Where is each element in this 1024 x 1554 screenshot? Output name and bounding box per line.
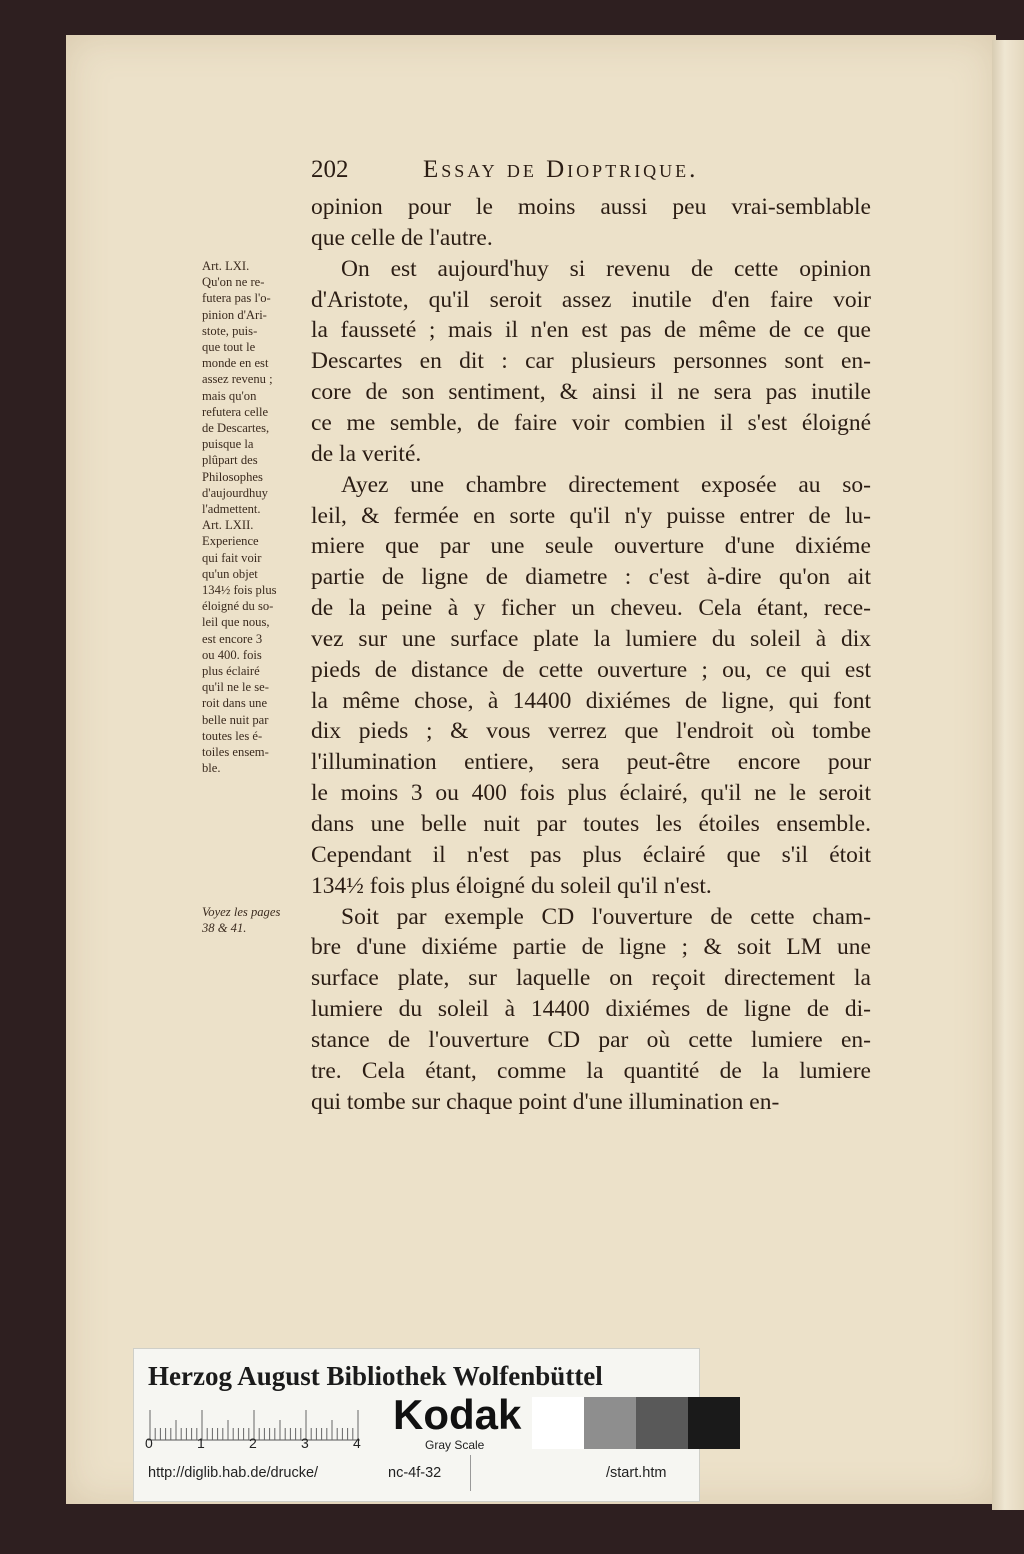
library-color-card [133,1348,700,1502]
body-line: miere que par une seule ouverture d'une dixiéme [311,533,871,560]
gray-patch [532,1397,584,1449]
margin-note-line: Art. LXI. [202,259,250,273]
facing-page-edge [992,40,1024,1510]
library-name: Herzog August Bibliothek Wolfenbüttel [148,1361,603,1391]
margin-note-line: refutera celle [202,404,269,419]
body-line: Soit par exemple CD l'ouverture de cette cham- [341,903,871,930]
body-line: Cependant il n'est pas plus éclairé que s'il étoit [311,841,871,868]
body-line: core de son sentiment, & ainsi il ne sera pas inutile [311,379,871,406]
running-title: Essay de Dioptrique. [423,156,699,183]
body-line: partie de ligne de diametre : c'est à-dire qu'on ait [311,564,871,591]
margin-note-line: de Descartes, [202,421,270,436]
margin-note-line: puisque la [202,437,254,452]
margin-note-line: qu'il ne le se- [202,680,269,695]
margin-note-line: qui fait voir [202,550,262,565]
margin-note-line: assez revenu ; [202,372,273,387]
gray-patch [688,1397,740,1449]
margin-note-line: leil que nous, [202,615,270,630]
margin-note-line: plûpart des [202,453,258,468]
margin-note-line: Voyez les pages [202,905,281,919]
body-line: d'Aristote, qu'il seroit assez inutile d'en faire voir [311,286,871,313]
margin-note-line: monde en est [202,356,269,371]
margin-note-references [202,904,310,936]
margin-note-line: d'aujourdhuy [202,485,268,500]
margin-note-line: stote, puis- [202,323,258,338]
margin-note-line: futera pas l'o- [202,291,271,306]
gray-patch [636,1397,688,1449]
ruler-tick-label: 3 [301,1435,309,1451]
url-prefix: http://diglib.hab.de/drucke/ [148,1465,319,1481]
margin-note-line: Experience [202,534,259,549]
margin-note-line: toutes les é- [202,728,263,743]
ruler-tick-label: 1 [197,1435,205,1451]
body-line: stance de l'ouverture CD par où cette lumiere en- [311,1026,871,1053]
body-line: Descartes en dit : car plusieurs personnes sont en- [311,348,871,375]
ruler-tick-label: 2 [249,1435,257,1451]
margin-note-line: plus éclairé [202,664,260,679]
margin-note-line: toiles ensem- [202,745,269,760]
body-line: la fausseté ; mais il n'en est pas de même de ce que [311,317,871,344]
body-line: la même chose, à 14400 dixiémes de ligne, qui font [311,687,871,714]
body-line: dix pieds ; & vous verrez que l'endroit où tombe [311,718,871,745]
running-head [311,156,771,188]
body-line: qui tombe sur chaque point d'une illumination en- [311,1088,780,1115]
margin-note-line: Philosophes [202,469,263,484]
body-line: leil, & fermée en sorte qu'il n'y puisse entrer de lu- [311,502,871,529]
body-line: pieds de distance de cette ouverture ; ou, ce qui est [311,656,871,683]
margin-note-line: roit dans une [202,696,268,711]
margin-note-line: est encore 3 [202,631,263,646]
margin-note-line: mais qu'on [202,388,257,403]
body-line: l'illumination entiere, sera peut-être encore pour [311,749,871,776]
margin-note-line: que tout le [202,340,256,355]
body-line: vez sur une surface plate la lumiere du soleil à dix [311,625,871,652]
body-line: de la verité. [311,440,422,467]
body-line: 134½ fois plus éloigné du soleil qu'il n'est. [311,872,712,899]
body-line: On est aujourd'huy si revenu de cette opinion [341,255,871,282]
page-number: 202 [311,156,349,183]
margin-note-line: l'admettent. [202,502,261,517]
margin-note-line: Qu'on ne re- [202,275,265,290]
margin-note-line: qu'un objet [202,566,258,581]
margin-note-articles [202,258,310,777]
url-suffix: /start.htm [606,1465,667,1481]
ruler-tick-label: 4 [353,1435,361,1451]
body-line: dans une belle nuit par toutes les étoiles ensemble. [311,811,871,837]
body-line: bre d'une dixiéme partie de ligne ; & soit LM une [311,934,871,961]
gray-patch [584,1397,636,1449]
body-line: tre. Cela étant, comme la quantité de la lumiere [311,1057,871,1084]
margin-note-line: 134½ fois plus [202,583,277,598]
kodak-logo: Kodak [393,1391,522,1438]
body-line: surface plate, sur laquelle on reçoit directement la [311,965,871,992]
body-line: de la peine à y ficher un cheveu. Cela étant, rece- [311,595,871,622]
body-line: Ayez une chambre directement exposée au so- [341,471,871,498]
url-divider [470,1455,471,1491]
margin-note-line: 38 & 41. [202,921,247,936]
body-line: ce me semble, de faire voir combien il s'est éloigné [311,409,871,436]
body-line: le moins 3 ou 400 fois plus éclairé, qu'il ne le seroit [311,780,871,807]
body-line: opinion pour le moins aussi peu vrai-semblable [311,194,871,220]
ruler-tick-label: 0 [145,1435,153,1451]
margin-note-line: ble. [202,761,221,776]
margin-note-line: pinion d'Ari- [202,307,267,322]
body-line: que celle de l'autre. [311,224,493,251]
margin-note-line: ou 400. fois [202,647,262,662]
margin-note-line: éloigné du so- [202,599,274,614]
url-shelfmark: nc-4f-32 [388,1465,442,1481]
body-line: lumiere du soleil à 14400 dixiémes de ligne de di- [311,996,871,1023]
margin-note-line: Art. LXII. [202,518,254,533]
gray-scale-label: Gray Scale [425,1438,485,1452]
margin-note-line: belle nuit par [202,712,269,727]
